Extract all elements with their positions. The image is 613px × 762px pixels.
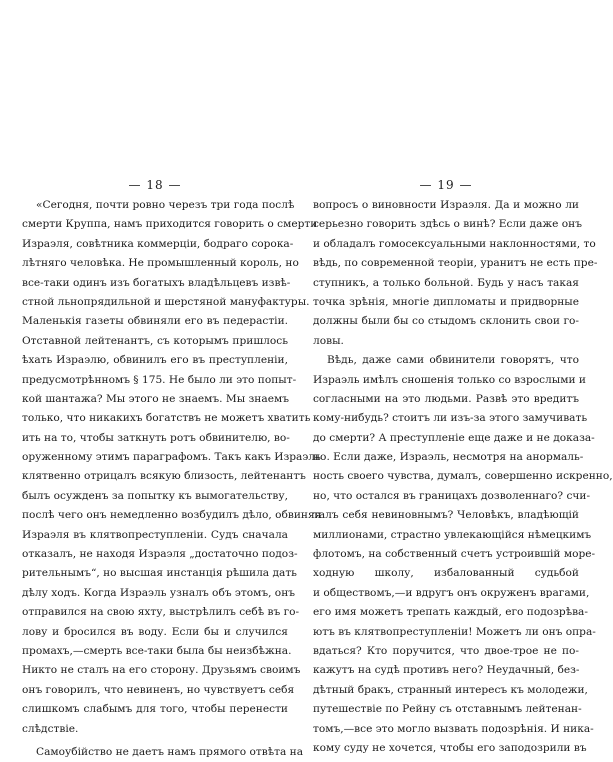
text-line: Вѣдь, даже сами обвинители говорятъ, что	[327, 354, 579, 367]
right-page	[313, 176, 613, 758]
text-line: миллионами, страстно увлекающійся нѣмецкимъ	[313, 528, 592, 541]
text-line: Израэль имѣлъ сношенія только со взрослыми и	[313, 373, 586, 386]
text-line: ступникъ, а только больной. Будь у насъ такая	[313, 276, 579, 289]
text-line: Израэля въ клятвопреступленіи. Судъ сначала	[22, 528, 288, 541]
text-line: вдаться? Кто поручится, что двое-трое не по-	[313, 644, 579, 657]
text-line: ловы.	[313, 334, 344, 347]
text-line: Самоубійство не даетъ намъ прямого отвѣта на	[36, 745, 304, 758]
text-line: согласными на это людьми. Развѣ это вредитъ	[313, 392, 579, 405]
text-line: его имя можетъ трепать каждый, его подозрѣва-	[313, 606, 588, 619]
text-line: слишкомъ слабымъ для того, чтобы перенести	[22, 703, 288, 716]
text-line: смерти Круппа, намъ приходится говорить о смерти	[22, 218, 318, 231]
text-line: отказалъ, не находя Израэля „достаточно подоз-	[22, 548, 298, 561]
text-line: вѣдь, по современной теоріи, уранитъ не есть пре-	[313, 257, 598, 270]
text-line: дѣлу ходъ. Когда Израэль узналъ объ этомъ, онъ	[22, 586, 295, 599]
text-line: талъ себя невиновнымъ? Человѣкъ, владѣющій	[313, 509, 579, 522]
text-line: Отставной лейтенантъ, съ которымъ пришлось	[22, 334, 288, 347]
text-line: только, что никакихъ богатствъ не можетъ хватить	[22, 412, 311, 425]
left-page-body	[22, 196, 322, 762]
text-line: ность своего чувства, думалъ, совершенно искренно,	[313, 470, 613, 483]
text-line: былъ осужденъ за попытку къ вымогательству,	[22, 489, 288, 502]
text-line: предусмотрѣнномъ § 175. Не было ли это попыт-	[22, 373, 297, 386]
text-line: промахъ,—смерть все-таки была бы неизбѣжна.	[22, 644, 292, 657]
text-line: путешествіе по Рейну съ отставнымъ лейтенан-	[313, 703, 582, 716]
text-line: ить на то, чтобы заткнуть ротъ обвинителю, во-	[22, 431, 290, 444]
text-line: Израэля, совѣтника коммерціи, бодраго сорока-	[22, 237, 294, 250]
text-line: но. Если даже, Израэль, несмотря на анормаль-	[313, 451, 584, 464]
text-line: томъ,—все это могло вызвать подозрѣнія. И ника-	[313, 722, 594, 735]
text-line: и обществомъ,—и вдругъ онъ окруженъ врагами,	[313, 586, 590, 599]
text-line: серьезно говорить здѣсь о винѣ? Если даже онъ	[313, 218, 582, 231]
text-line: флотомъ, на собственный счетъ устроившій море-	[313, 548, 596, 561]
text-line: и обладалъ гомосексуальными наклонностями, то	[313, 237, 596, 250]
text-line: кой шантажа? Мы этого не знаемъ. Мы знаемъ	[22, 392, 289, 405]
text-line: «Сегодня, почти ровно черезъ три года послѣ	[36, 199, 295, 211]
text-line: оруженному этимъ параграфомъ. Такъ какъ Израэль	[22, 451, 321, 464]
text-line: послѣ чего онъ немедленно возбудилъ дѣло, обвиняя	[22, 509, 322, 522]
text-line: ютъ въ клятвопреступленіи! Можетъ ли онъ опра-	[313, 625, 596, 638]
text-line: до смерти? А преступленіе еще даже и не доказа-	[313, 431, 595, 444]
text-line: лову и бросился въ воду. Если бы и случился	[22, 625, 288, 638]
right-page-body	[313, 196, 613, 758]
text-line: должны были бы со стыдомъ склонить свои го-	[313, 315, 579, 328]
page-number-right: — 19 —	[419, 178, 473, 192]
text-line: ѣхать Израэлю, обвинилъ его въ преступленіи,	[22, 354, 288, 367]
text-line: но, что остался въ границахъ дозволеннаго? счи-	[313, 489, 591, 502]
text-line: онъ говорилъ, что невиненъ, но чувствуетъ себя	[22, 683, 295, 696]
text-line: отправился на свою яхту, выстрѣлилъ себѣ въ го-	[22, 606, 300, 619]
left-page	[22, 176, 322, 762]
text-line: слѣдствіе.	[22, 722, 79, 735]
text-line: кому-нибудь? стоитъ ли изъ-за этого замучивать	[313, 412, 588, 425]
text-line: клятвенно отрицалъ всякую близость, лейтенантъ	[22, 470, 306, 483]
text-line: кажутъ на судѣ противъ него? Неудачный, без-	[313, 664, 580, 677]
text-line: рительнымъ“, но высшая инстанція рѣшила дать	[22, 567, 297, 580]
text-line: стной льнопрядильной и шерстяной мануфактуры.	[22, 295, 310, 308]
text-line: Маленькія газеты обвиняли его въ педерастіи.	[22, 315, 288, 328]
text-line: лѣтняго человѣка. Не промышленный король, но	[22, 257, 299, 270]
text-line: дѣтный бракъ, странный интересъ къ молодежи,	[313, 683, 588, 696]
text-line: ходную школу, избалованный судьбой	[313, 567, 579, 580]
page-number-left: — 18 —	[128, 178, 182, 192]
text-line: вопросъ о виновности Израэля. Да и можно ли	[313, 199, 579, 211]
text-line: кому суду не хочется, чтобы его заподозрили въ	[313, 741, 587, 754]
text-line: точка зрѣнія, многіе дипломаты и придворные	[313, 295, 579, 308]
text-line: все-таки одинъ изъ богатыхъ владѣльцевъ извѣ-	[22, 276, 291, 289]
text-line: Никто не сталъ на его сторону. Друзьямъ своимъ	[22, 664, 301, 677]
